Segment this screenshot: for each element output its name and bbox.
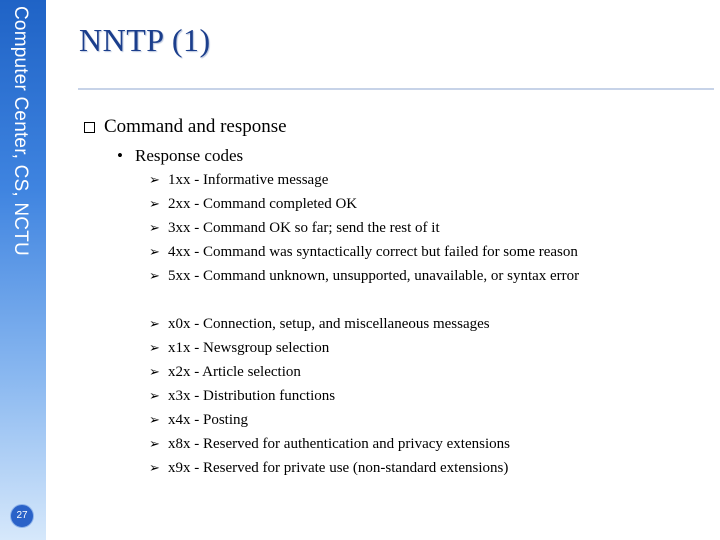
page-number: 27 <box>10 504 34 528</box>
list-item-text: 1xx - Informative message <box>168 172 329 188</box>
bullet-level1-text: Command and response <box>104 116 287 137</box>
list-item-text: x4x - Posting <box>168 412 249 428</box>
arrow-bullet-icon: ➢ <box>149 437 160 452</box>
code-categories-list <box>149 312 510 480</box>
list-item-text: x1x - Newsgroup selection <box>168 340 330 356</box>
title-divider <box>78 88 714 90</box>
list-item <box>149 240 579 264</box>
arrow-bullet-icon: ➢ <box>149 341 160 356</box>
list-item <box>149 216 579 240</box>
list-item-text: 5xx - Command unknown, unsupported, unavailable, or syntax error <box>168 268 580 284</box>
list-item-text: x3x - Distribution functions <box>168 388 336 404</box>
list-item <box>149 384 510 408</box>
list-item-text: 4xx - Command was syntactically correct but failed for some reason <box>168 244 578 260</box>
sidebar-label: Computer Center, CS, NCTU <box>10 6 31 256</box>
arrow-bullet-icon: ➢ <box>149 173 160 188</box>
arrow-bullet-icon: ➢ <box>149 389 160 404</box>
arrow-bullet-icon: ➢ <box>149 245 160 260</box>
list-item <box>149 168 579 192</box>
arrow-bullet-icon: ➢ <box>149 269 160 284</box>
list-item-text: 3xx - Command OK so far; send the rest of it <box>168 220 440 236</box>
arrow-bullet-icon: ➢ <box>149 413 160 428</box>
slide-title: NNTP (1) <box>79 22 211 58</box>
list-item <box>149 264 579 288</box>
list-item <box>149 408 510 432</box>
arrow-bullet-icon: ➢ <box>149 365 160 380</box>
response-codes-list <box>149 168 579 288</box>
list-item <box>149 432 510 456</box>
list-item <box>149 192 579 216</box>
bullet-level1 <box>84 116 287 138</box>
list-item-text: x2x - Article selection <box>168 364 301 380</box>
arrow-bullet-icon: ➢ <box>149 317 160 332</box>
arrow-bullet-icon: ➢ <box>149 221 160 236</box>
list-item <box>149 360 510 384</box>
list-item-text: x9x - Reserved for private use (non-standard extensions) <box>168 460 509 476</box>
square-bullet-icon <box>84 122 95 133</box>
list-item-text: x8x - Reserved for authentication and privacy extensions <box>168 436 510 452</box>
list-item-text: 2xx - Command completed OK <box>168 196 358 212</box>
arrow-bullet-icon: ➢ <box>149 197 160 212</box>
dot-bullet-icon: • <box>117 146 123 165</box>
list-item <box>149 336 510 360</box>
list-item <box>149 312 510 336</box>
bullet-level2-text: Response codes <box>135 146 244 165</box>
arrow-bullet-icon: ➢ <box>149 461 160 476</box>
list-item-text: x0x - Connection, setup, and miscellaneous messages <box>168 316 490 332</box>
list-item <box>149 456 510 480</box>
bullet-level2 <box>117 146 243 166</box>
sidebar <box>0 0 46 540</box>
